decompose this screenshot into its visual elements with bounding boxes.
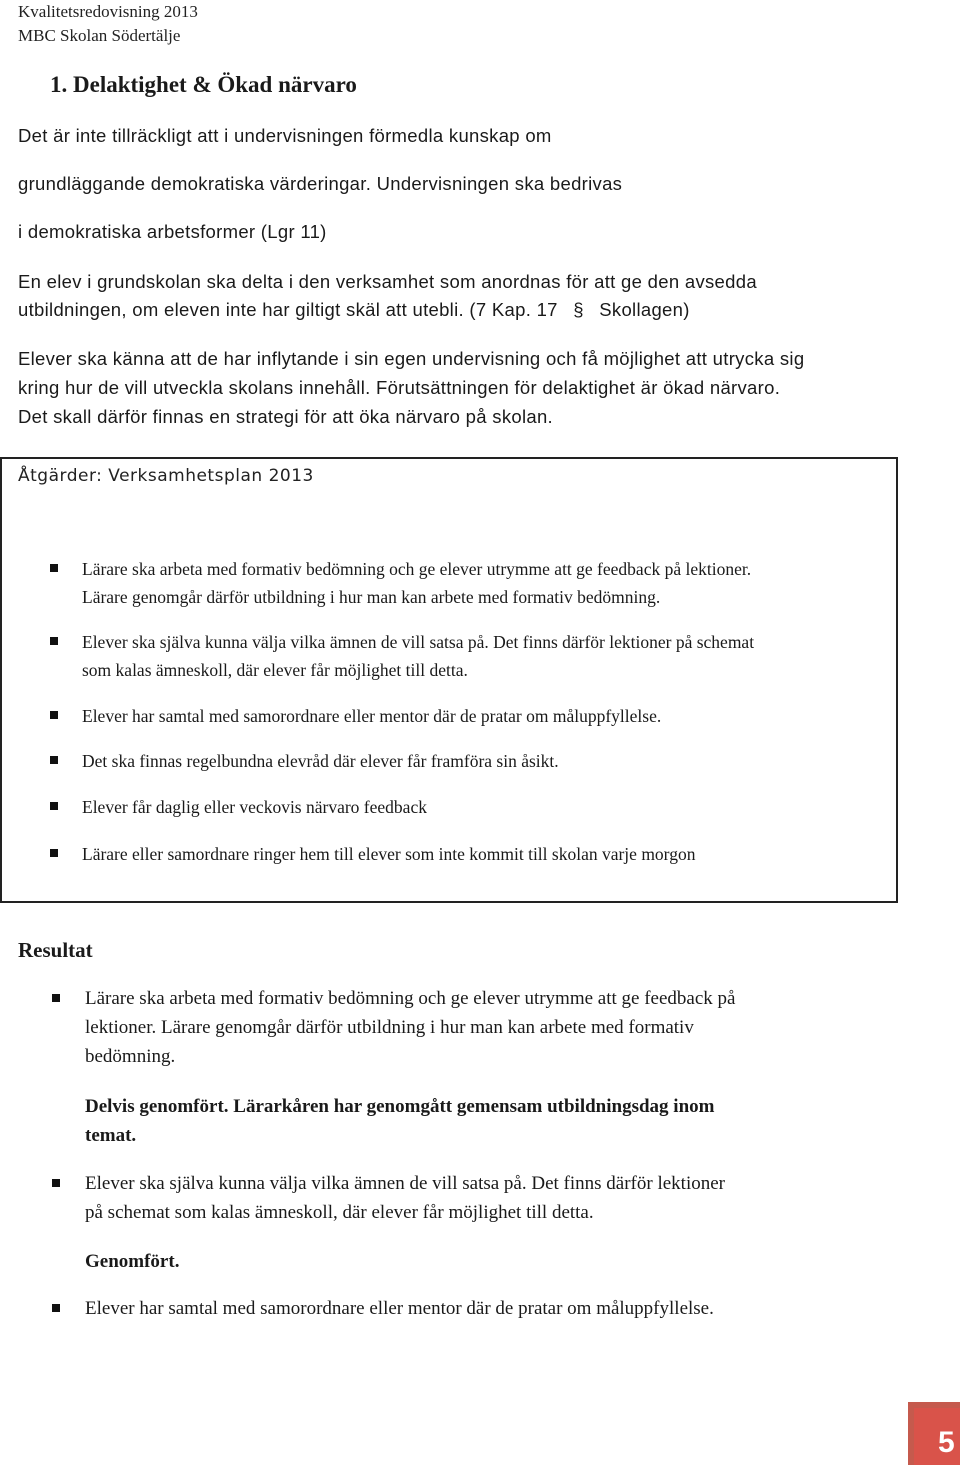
result-status-line: Delvis genomfört. Lärarkåren har genomgått gemensam utbildningsdag inom <box>85 1096 715 1117</box>
law-line <box>18 298 690 322</box>
result-status <box>85 1092 714 1150</box>
result-item-line: Lärare ska arbeta med formativ bedömning och ge elever utrymme att ge feedback på <box>85 988 736 1009</box>
bullet-icon <box>50 711 58 719</box>
result-item: Elever har samtal med samorordnare eller mentor där de pratar om måluppfyllelse. <box>85 1298 714 1319</box>
law-text: utbildningen, om eleven inte har giltigt skäl att utebli. <box>18 299 464 320</box>
action-item-line: som kalas ämneskoll, där elever får möjlighet till detta. <box>82 660 468 680</box>
law-line: En elev i grundskolan ska delta i den verksamhet som anordnas för att ge den avsedda <box>18 271 757 292</box>
action-item: Elever får daglig eller veckovis närvaro feedback <box>82 797 427 817</box>
result-item-line: bedömning. <box>85 1046 176 1067</box>
bullet-icon <box>50 637 58 645</box>
actions-title: Åtgärder: Verksamhetsplan 2013 <box>18 466 314 486</box>
bullet-icon <box>50 802 58 810</box>
action-item-line: Lärare ska arbeta med formativ bedömning och ge elever utrymme att ge feedback på lektioner. <box>82 559 752 579</box>
body-line: Det skall därför finnas en strategi för att öka närvaro på skolan. <box>18 406 553 427</box>
body-line: Elever ska känna att de har inflytande i sin egen undervisning och få möjlighet att utrycka sig <box>18 348 805 369</box>
bullet-icon <box>52 1304 60 1312</box>
result-item-line: lektioner. Lärare genomgår därför utbildning i hur man kan arbete med formativ <box>85 1017 694 1038</box>
law-ref: (7 Kap. 17 <box>469 299 558 320</box>
document-header <box>18 0 198 48</box>
action-item <box>82 629 754 683</box>
action-item-line: Elever ska själva kunna välja vilka ämnen de vill satsa på. Det finns därför lektioner på schemat <box>82 632 755 652</box>
action-item <box>82 556 751 610</box>
bullet-icon <box>50 564 58 572</box>
bullet-icon <box>50 849 58 857</box>
bullet-icon <box>52 994 60 1002</box>
law-ref-end: Skollagen) <box>599 299 690 320</box>
section-title: 1. Delaktighet & Ökad närvaro <box>50 72 357 97</box>
header-title: Kvalitetsredovisning 2013 <box>18 2 198 21</box>
result-item-line: Elever ska själva kunna välja vilka ämnen de vill satsa på. Det finns därför lektioner <box>85 1173 725 1194</box>
action-item: Elever har samtal med samorordnare eller mentor där de pratar om måluppfyllelse. <box>82 706 662 726</box>
action-item-line: Lärare genomgår därför utbildning i hur man kan arbete med formativ bedömning. <box>82 587 661 607</box>
page-number: 5 <box>938 1426 955 1459</box>
bullet-icon <box>52 1179 60 1187</box>
result-item-line: på schemat som kalas ämneskoll, där elever får möjlighet till detta. <box>85 1202 594 1223</box>
result-item <box>85 1169 725 1227</box>
action-item: Lärare eller samordnare ringer hem till elever som inte kommit till skolan varje morgon <box>82 844 696 864</box>
bullet-icon <box>50 756 58 764</box>
result-status-line: temat. <box>85 1125 137 1146</box>
body-line: kring hur de vill utveckla skolans innehåll. Förutsättningen för delaktighet är ökad närvaro. <box>18 377 781 398</box>
result-status: Genomfört. <box>85 1251 180 1272</box>
header-school: MBC Skolan Södertälje <box>18 26 181 45</box>
result-item <box>85 984 735 1071</box>
action-item: Det ska finnas regelbundna elevråd där elever får framföra sin åsikt. <box>82 751 559 771</box>
intro-line: i demokratiska arbetsformer (Lgr 11) <box>18 221 327 242</box>
paragraph-symbol: § <box>573 299 584 320</box>
intro-line: grundläggande demokratiska värderingar. Undervisningen ska bedrivas <box>18 173 623 194</box>
intro-line: Det är inte tillräckligt att i undervisningen förmedla kunskap om <box>18 125 552 146</box>
results-title: Resultat <box>18 938 93 962</box>
